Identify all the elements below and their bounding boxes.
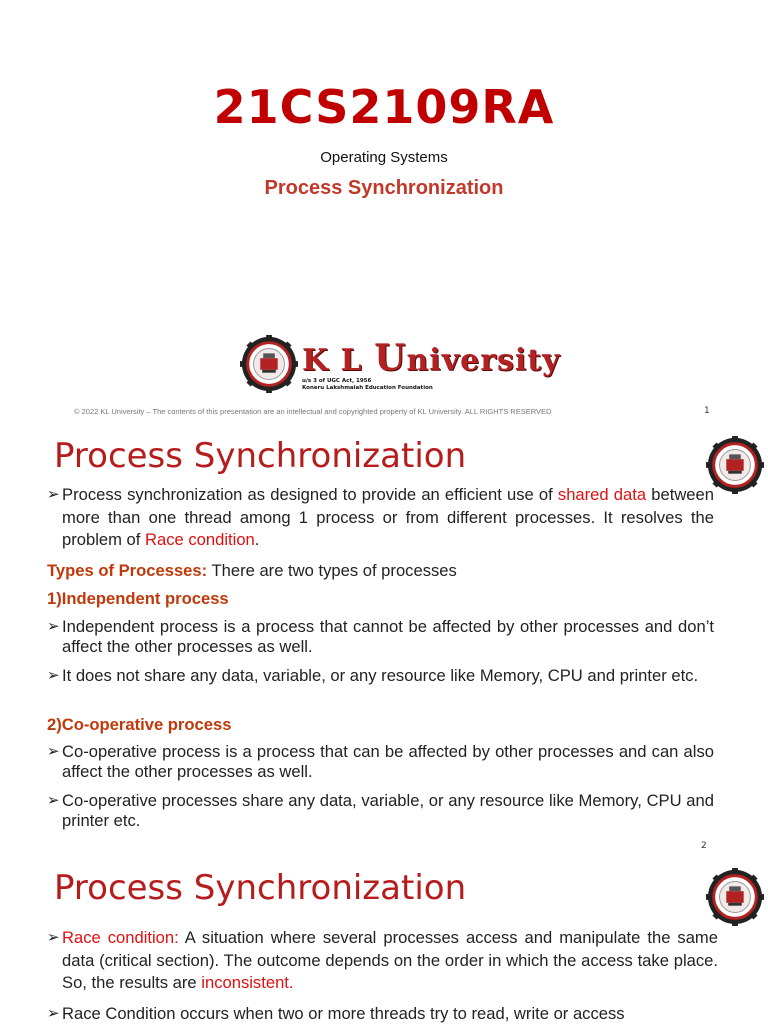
race-condition-label: Race condition: xyxy=(62,928,179,947)
independent-bullet-1 xyxy=(47,617,714,657)
page-number: 2 xyxy=(701,841,707,851)
logo-letter-u: U xyxy=(374,337,407,379)
cooperative-heading: 2)Co-operative process xyxy=(47,715,232,734)
course-code: 21CS2109RA xyxy=(213,80,555,134)
arrow-bullet-icon: ➢ xyxy=(47,743,60,760)
independent-heading: 1)Independent process xyxy=(47,589,229,608)
arrow-bullet-icon: ➢ xyxy=(47,667,60,684)
bullet-text: Race Condition occurs when two or more threads try to read, write or access xyxy=(62,1004,625,1023)
cooperative-bullet-1 xyxy=(47,742,714,782)
arrow-bullet-icon: ➢ xyxy=(47,618,60,635)
logo-letter-l: L xyxy=(340,343,363,378)
cooperative-bullet-2 xyxy=(47,791,714,831)
inconsistent-highlight: inconsistent. xyxy=(201,973,294,992)
slide-1-title: Process Synchronization xyxy=(264,177,504,199)
university-seal-icon xyxy=(706,868,764,926)
race-condition-bullet xyxy=(47,927,718,995)
arrow-bullet-icon: ➢ xyxy=(47,792,60,809)
intro-bullet xyxy=(47,484,714,552)
arrow-bullet-icon: ➢ xyxy=(47,486,60,503)
bullet-text: It does not share any data, variable, or any resource like Memory, CPU and printer etc. xyxy=(62,666,699,685)
copyright-footer: © 2022 KL University – The contents of this presentation are an intellectual and copyrighted property of KL University. ALL RIGHTS RESERVED xyxy=(74,407,552,416)
slide-3-title: Process Synchronization xyxy=(54,868,467,908)
intro-text-3: . xyxy=(254,530,260,549)
types-text: There are two types of processes xyxy=(207,561,457,580)
slide-3 xyxy=(0,864,768,1024)
shared-data-highlight: shared data xyxy=(557,485,647,504)
logo-letter-k: K xyxy=(302,343,330,378)
bullet-text: Co-operative processes share any data, variable, or any resource like Memory, CPU and printer etc. xyxy=(62,791,714,830)
university-seal-icon xyxy=(240,335,298,393)
logo-wordmark xyxy=(302,337,561,379)
types-line xyxy=(47,560,714,583)
intro-text-2: between more than one thread among 1 process or from different processes. It resolves the problem of xyxy=(62,485,714,549)
race-condition-highlight: Race condition xyxy=(145,530,255,549)
logo-word-rest: niversity xyxy=(406,343,561,378)
slide-2 xyxy=(0,432,768,864)
intro-paragraph xyxy=(47,484,714,552)
university-seal-icon xyxy=(706,436,764,494)
slide-2-title: Process Synchronization xyxy=(54,436,467,476)
kl-university-logo xyxy=(240,335,561,395)
bullet-text: Co-operative process is a process that can be affected by other processes and can also affect the other processes as well. xyxy=(62,742,714,781)
bullet-text: Independent process is a process that cannot be affected by other processes and don’t affect the other processes as well. xyxy=(62,617,714,656)
race-condition-text: A situation where several processes access and manipulate the same data (critical section). The outcome depends on the order in which the access take place. So, the results are xyxy=(62,928,718,992)
types-label: Types of Processes: xyxy=(47,561,208,580)
arrow-bullet-icon: ➢ xyxy=(47,1005,60,1022)
independent-bullet-2 xyxy=(47,666,714,686)
race-occurs-bullet xyxy=(47,1003,718,1024)
slide-1 xyxy=(0,0,768,432)
page-number: 1 xyxy=(704,406,710,416)
arrow-bullet-icon: ➢ xyxy=(47,929,60,946)
subject-name: Operating Systems xyxy=(320,149,448,166)
logo-subtitle-act: u/s 3 of UGC Act, 1956 xyxy=(302,378,372,384)
logo-subtitle-foundation: Koneru Lakshmaiah Education Foundation xyxy=(302,385,433,391)
intro-text-1: Process synchronization as designed to provide an efficient use of xyxy=(62,485,558,504)
